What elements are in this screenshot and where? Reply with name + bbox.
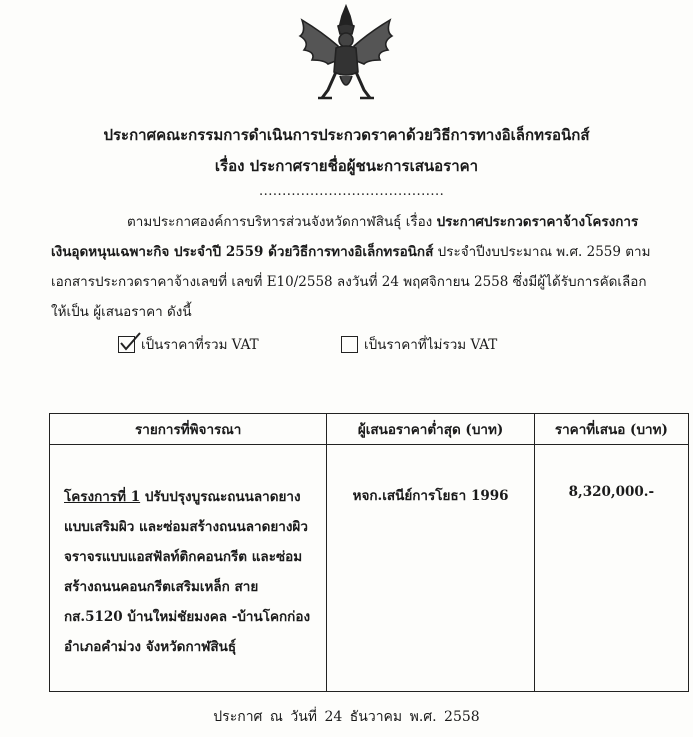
bid-price: 8,320,000.-: [568, 484, 655, 500]
announcement-subject: เรื่อง ประกาศรายชื่อผู้ชนะการเสนอราคา: [214, 157, 479, 175]
project-description: ปรับปรุงบูรณะถนนลาดยางแบบเสริมผิว และซ่อมสร้างถนนลาดยางผิวจราจรแบบแอสฟัลท์ติกคอนกรีต และซ่อมสร้างถนนคอนกรีตเสริมเหล็ก สาย กส.5120 บ้านใหม่ชัยมงคล -บ้านโคกก่อง อำเภอคำม่วง จังหวัดกาฬสินธุ์: [64, 489, 311, 655]
price-cell: [534, 445, 688, 692]
body-project-name: ประกาศประกวดราคาจ้างโครงการเงินอุดหนุนเฉพาะกิจ ประจำปี 2559 ด้วยวิธีการทางอิเล็กทรอนิกส์: [51, 214, 639, 260]
checkmark-icon: [118, 331, 142, 355]
bidder-cell: [327, 445, 534, 692]
vat-exclude-checkbox[interactable]: [341, 336, 358, 353]
garuda-emblem-icon: [292, 2, 400, 102]
vat-exclude-option[interactable]: [341, 333, 497, 355]
header-item: รายการที่พิจารณา: [50, 414, 327, 445]
project-label: โครงการที่ 1: [64, 489, 141, 505]
vat-include-option[interactable]: [118, 333, 259, 355]
project-cell: [50, 445, 327, 692]
table-header-row: [50, 414, 689, 445]
header-lowest-bidder: ผู้เสนอราคาต่ำสุด (บาท): [327, 414, 534, 445]
separator-dots: ........................................: [259, 184, 445, 199]
bidder-name: หจก.เสนีย์การโยธา 1996: [352, 488, 509, 504]
vat-include-checkbox[interactable]: [118, 336, 135, 353]
vat-exclude-label: เป็นราคาที่ไม่รวม VAT: [364, 337, 498, 353]
announcement-title: ประกาศคณะกรรมการดำเนินการประกวดราคาด้วยวิธีการทางอิเล็กทรอนิกส์: [103, 126, 590, 144]
body-intro: ตามประกาศองค์การบริหารส่วนจังหวัดกาฬสินธุ์ เรื่อง: [127, 214, 437, 230]
announcement-date: ประกาศ ณ วันที่ 24 ธันวาคม พ.ศ. 2558: [213, 709, 480, 725]
header-bid-price: ราคาที่เสนอ (บาท): [534, 414, 688, 445]
body-details: ประจำปีงบประมาณ พ.ศ. 2559 ตาม เอกสารประกวดราคาจ้างเลขที่ เลขที่ E10/2558 ลงวันที่ 24 พฤศจิกายน 2558 ซึ่งมีผู้ได้รับการคัดเลือกให้เป็น ผู้เสนอราคา ดังนี้: [51, 244, 651, 320]
vat-include-label: เป็นราคาที่รวม VAT: [141, 337, 259, 353]
table-row: [50, 445, 689, 692]
bid-result-table: [49, 413, 689, 692]
announcement-body: [51, 207, 657, 327]
